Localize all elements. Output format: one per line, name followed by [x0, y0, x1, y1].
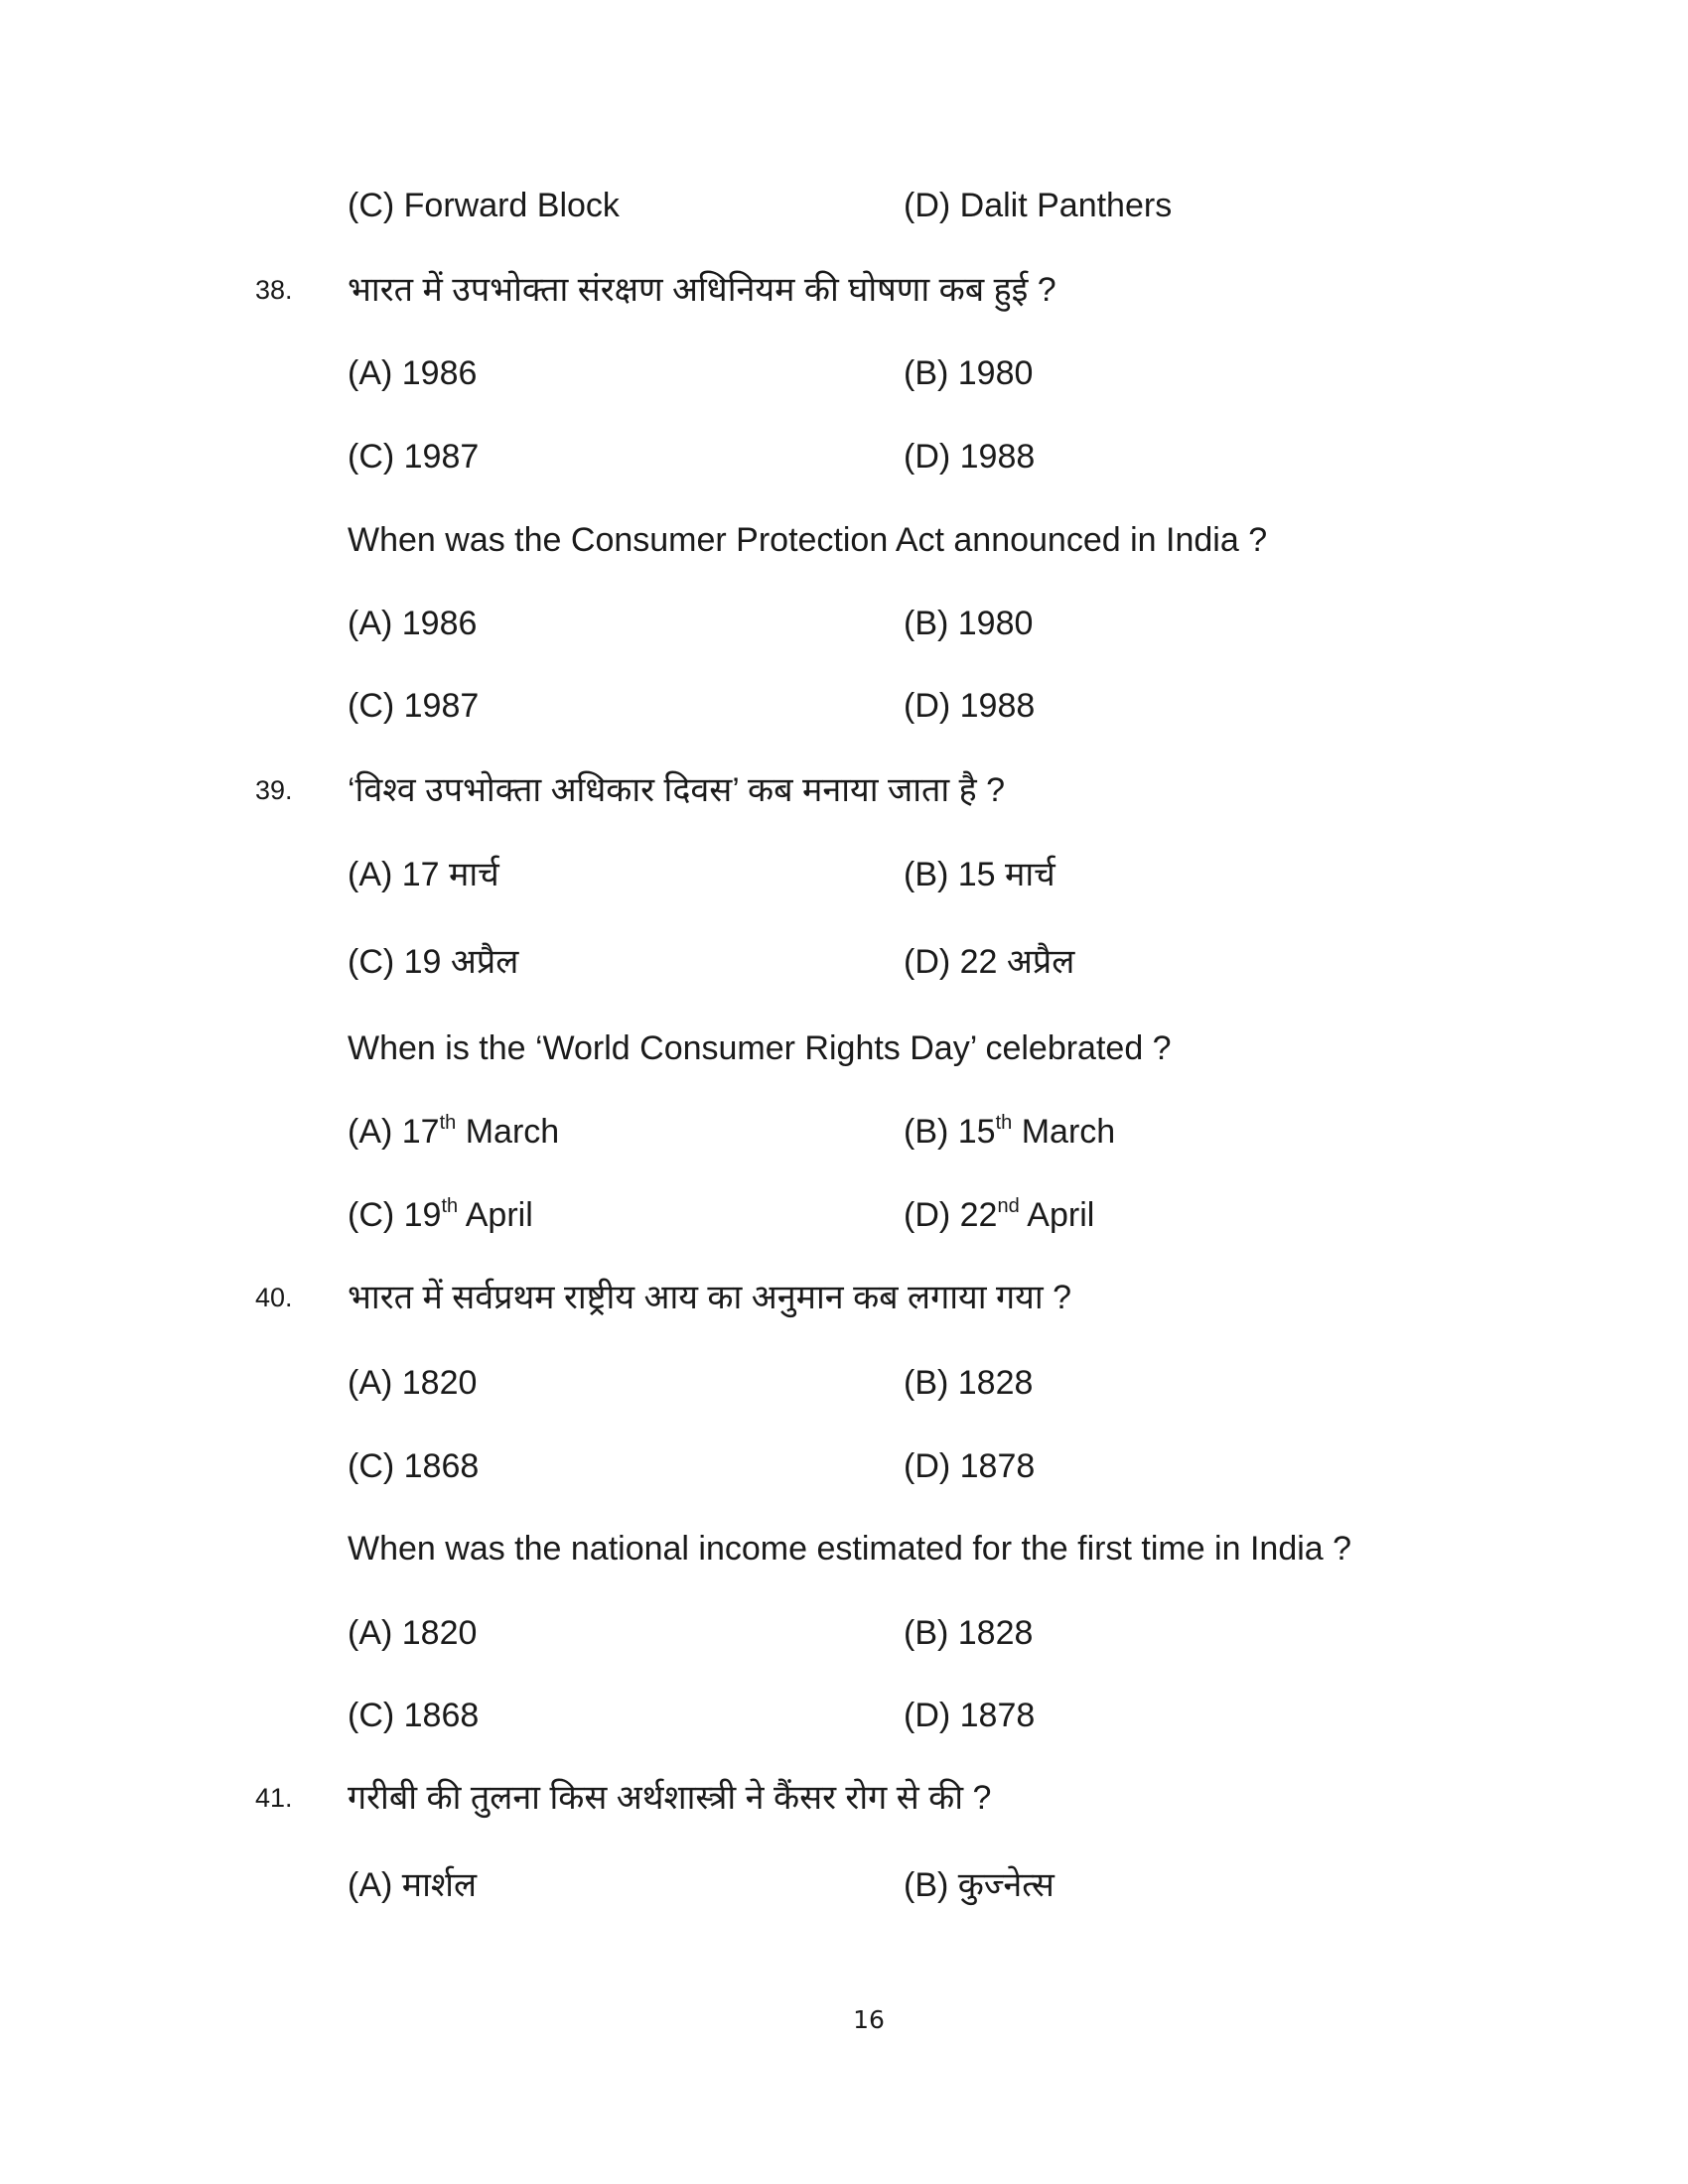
option-b: (B) 1980 [904, 354, 1034, 392]
option-text: April [1019, 1196, 1095, 1234]
option-a [348, 1112, 559, 1152]
option-text: March [456, 1113, 560, 1151]
option-b [904, 1112, 1115, 1152]
option-c: (C) 1987 [348, 438, 480, 476]
option-text: (C) 19 [348, 1196, 442, 1234]
ordinal-suffix: th [439, 1112, 457, 1134]
option-d: (D) 1878 [904, 1697, 1036, 1734]
option-a: (A) 1820 [348, 1614, 478, 1652]
option-d: (D) 22 अप्रैल [904, 943, 1075, 981]
question-text-english: When is the ‘World Consumer Rights Day’ celebrated ? [348, 1029, 1172, 1067]
option-b: (B) 1828 [904, 1364, 1034, 1402]
option-d: (D) 1988 [904, 687, 1036, 725]
option-text: (B) 15 [904, 1113, 996, 1151]
option-d: (D) Dalit Panthers [904, 187, 1173, 224]
ordinal-suffix: nd [997, 1195, 1020, 1217]
ordinal-suffix: th [441, 1195, 459, 1217]
question-text-english: When was the Consumer Protection Act announced in India ? [348, 521, 1268, 559]
question-number: 41. [255, 1783, 293, 1813]
option-a: (A) मार्शल [348, 1866, 478, 1904]
option-text: March [1012, 1113, 1116, 1151]
option-b: (B) कुज्नेत्स [904, 1866, 1055, 1904]
option-b: (B) 15 मार्च [904, 856, 1055, 893]
page-number: 16 [853, 2005, 885, 2034]
option-a: (A) 1820 [348, 1364, 478, 1402]
option-b: (B) 1828 [904, 1614, 1034, 1652]
question-text-english: When was the national income estimated for the first time in India ? [348, 1530, 1352, 1568]
question-number: 38. [255, 275, 293, 305]
option-d [904, 1195, 1094, 1235]
option-d: (D) 1878 [904, 1447, 1036, 1485]
option-a: (A) 1986 [348, 354, 478, 392]
option-a: (A) 1986 [348, 605, 478, 642]
question-text-hindi: ‘विश्व उपभोक्ता अधिकार दिवस’ कब मनाया जाता है ? [348, 771, 1006, 809]
ordinal-suffix: th [995, 1112, 1013, 1134]
question-text-hindi: भारत में सर्वप्रथम राष्ट्रीय आय का अनुमान कब लगाया गया ? [348, 1279, 1072, 1316]
option-c: (C) 1987 [348, 687, 480, 725]
option-text: (D) 22 [904, 1196, 998, 1234]
option-d: (D) 1988 [904, 438, 1036, 476]
option-text: April [458, 1196, 533, 1234]
question-text-hindi: भारत में उपभोक्ता संरक्षण अधिनियम की घोषणा कब हुई ? [348, 271, 1056, 309]
option-c [348, 1195, 533, 1235]
question-number: 40. [255, 1283, 293, 1312]
option-a: (A) 17 मार्च [348, 856, 499, 893]
option-b: (B) 1980 [904, 605, 1034, 642]
option-c: (C) 1868 [348, 1697, 480, 1734]
option-text: (A) 17 [348, 1113, 440, 1151]
question-text-hindi: गरीबी की तुलना किस अर्थशास्त्री ने कैंसर रोग से की ? [348, 1779, 992, 1817]
option-c: (C) 19 अप्रैल [348, 943, 519, 981]
option-c: (C) 1868 [348, 1447, 480, 1485]
option-c: (C) Forward Block [348, 187, 620, 224]
question-number: 39. [255, 775, 293, 805]
